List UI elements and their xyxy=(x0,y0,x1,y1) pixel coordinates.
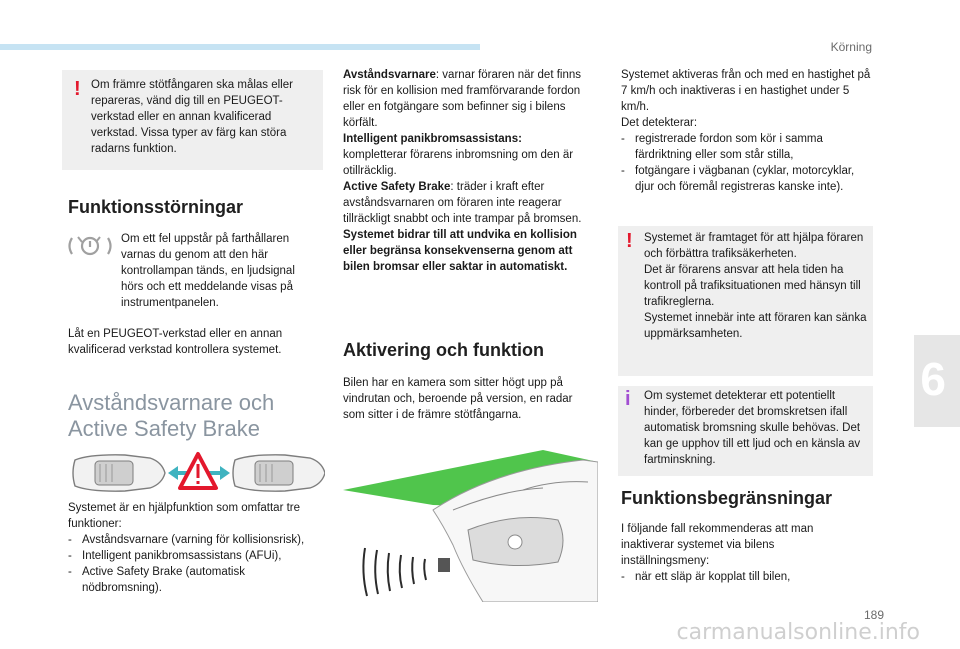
main-heading-line-1: Avståndsvarnare och xyxy=(68,390,275,415)
list-item: - när ett släp är kopplat till bilen, xyxy=(621,569,876,585)
warning-note-box xyxy=(62,70,323,170)
warning-icon: ! xyxy=(74,78,81,100)
section-title: Körning xyxy=(830,40,872,54)
system-intro: Systemet är en hjälpfunktion som omfattar tre funktioner: xyxy=(68,502,301,530)
main-heading xyxy=(68,390,328,442)
warning-note-text: Om främre stötfångaren ska målas eller repareras, vänd dig till en PEUGEOT-verkstad eller en annan kvalificerad verkstad. Vissa typer av färg kan störa radarns funktion. xyxy=(91,79,293,155)
limits-text: I följande fall rekommenderas att man inaktiverar systemet via bilens inställningsmeny: xyxy=(621,523,814,567)
summary-bold: Systemet bidrar till att undvika en kollision eller begränsa konsekvenserna genom att bilen bromsar eller saktar in automatiskt. xyxy=(343,229,577,273)
malfunction-heading: Funktionsstörningar xyxy=(68,197,243,217)
term-brake-assist: Intelligent panikbromsassistans: xyxy=(343,133,522,145)
info-box xyxy=(618,386,873,476)
paragraph-distance-warning xyxy=(343,67,601,131)
warning-icon: ! xyxy=(626,230,633,252)
rear-car-icon xyxy=(73,455,165,491)
list-item: - Avståndsvarnare (varning för kollisionsrisk), xyxy=(68,532,323,548)
list-item: - Intelligent panikbromsassistans (AFUi), xyxy=(68,548,323,564)
chapter-number: 6 xyxy=(920,353,946,405)
info-icon: i xyxy=(625,388,631,410)
warning-line-3: Systemet innebär inte att föraren kan sänka uppmärksamheten. xyxy=(644,312,867,340)
list-item: - registrerade fordon som kör i samma färdriktning eller som står stilla, xyxy=(621,131,876,163)
function-descriptions xyxy=(343,67,601,275)
warning-box xyxy=(618,226,873,376)
desc-distance-warning: : varnar föraren när det finns risk för en kollision med framförvarande fordon eller en fotgängare som befinner sig i bilens körfält. xyxy=(343,69,582,129)
front-car-icon xyxy=(233,455,325,491)
main-heading-line-2: Active Safety Brake xyxy=(68,416,260,441)
activation-heading: Aktivering och funktion xyxy=(343,340,545,360)
malfunction-text: Om ett fel uppstår på farthållaren varnas du genom att den här kontrollampan tänds, en ljudsignal hörs och ett meddelande visas på instrumentpanelen. xyxy=(121,233,295,309)
list-item: - Active Safety Brake (automatisk nödbromsning). xyxy=(68,564,323,596)
detects-label: Det detekterar: xyxy=(621,117,698,129)
limits-list xyxy=(621,569,876,585)
car-front-radar-illustration xyxy=(343,450,598,602)
warning-box-text xyxy=(644,230,870,342)
list-item: - fotgängare i vägbanan (cyklar, motorcyklar, djur och föremål registreras kanske inte). xyxy=(621,163,876,195)
radar-waves-icon xyxy=(363,548,426,596)
paragraph-brake-assist xyxy=(343,131,601,179)
term-distance-warning: Avståndsvarnare xyxy=(343,69,436,81)
watermark: carmanualsonline.info xyxy=(676,620,920,645)
functions-list xyxy=(68,532,323,596)
desc-active-safety-brake: : träder i kraft efter avståndsvarnaren om föraren inte reagerar tillräckligt snabbt och inte trampar på bromsen. xyxy=(343,181,582,225)
desc-brake-assist: kompletterar förarens inbromsning om den är otillräcklig. xyxy=(343,149,574,177)
warning-line-2: Det är förarens ansvar att hela tiden ha kontroll på trafiksituationen med hänsyn till trafikreglerna. xyxy=(644,264,861,308)
top-accent-bar xyxy=(0,44,480,50)
activation-speed: Systemet aktiveras från och med en hastighet på 7 km/h och inaktiveras i en hastighet under 5 km/h. xyxy=(621,69,871,113)
collision-warning-diagram xyxy=(70,450,325,496)
limits-heading: Funktionsbegränsningar xyxy=(621,488,833,508)
activation-text: Bilen har en kamera som sitter högt upp på vindrutan och, beroende på version, en radar som sitter i de främre stötfångarna. xyxy=(343,377,573,421)
detects-list xyxy=(621,131,876,195)
paragraph-active-safety-brake xyxy=(343,179,601,227)
page-number: 189 xyxy=(863,608,884,622)
fault-warning-lamp-icon xyxy=(66,234,114,258)
malfunction-advice: Låt en PEUGEOT-verkstad eller en annan kvalificerad verkstad kontrollera systemet. xyxy=(68,328,283,356)
warning-line-1: Systemet är framtaget för att hjälpa föraren och förbättra trafiksäkerheten. xyxy=(644,232,864,260)
term-active-safety-brake: Active Safety Brake xyxy=(343,181,451,193)
info-box-text: Om systemet detekterar ett potentiellt hinder, förbereder det bromskretsen ifall automatisk bromsning skulle behövas. Det kan ge upphov till ett ljud och en känsla av fartminskning. xyxy=(644,390,861,466)
paragraph-summary xyxy=(343,227,601,275)
